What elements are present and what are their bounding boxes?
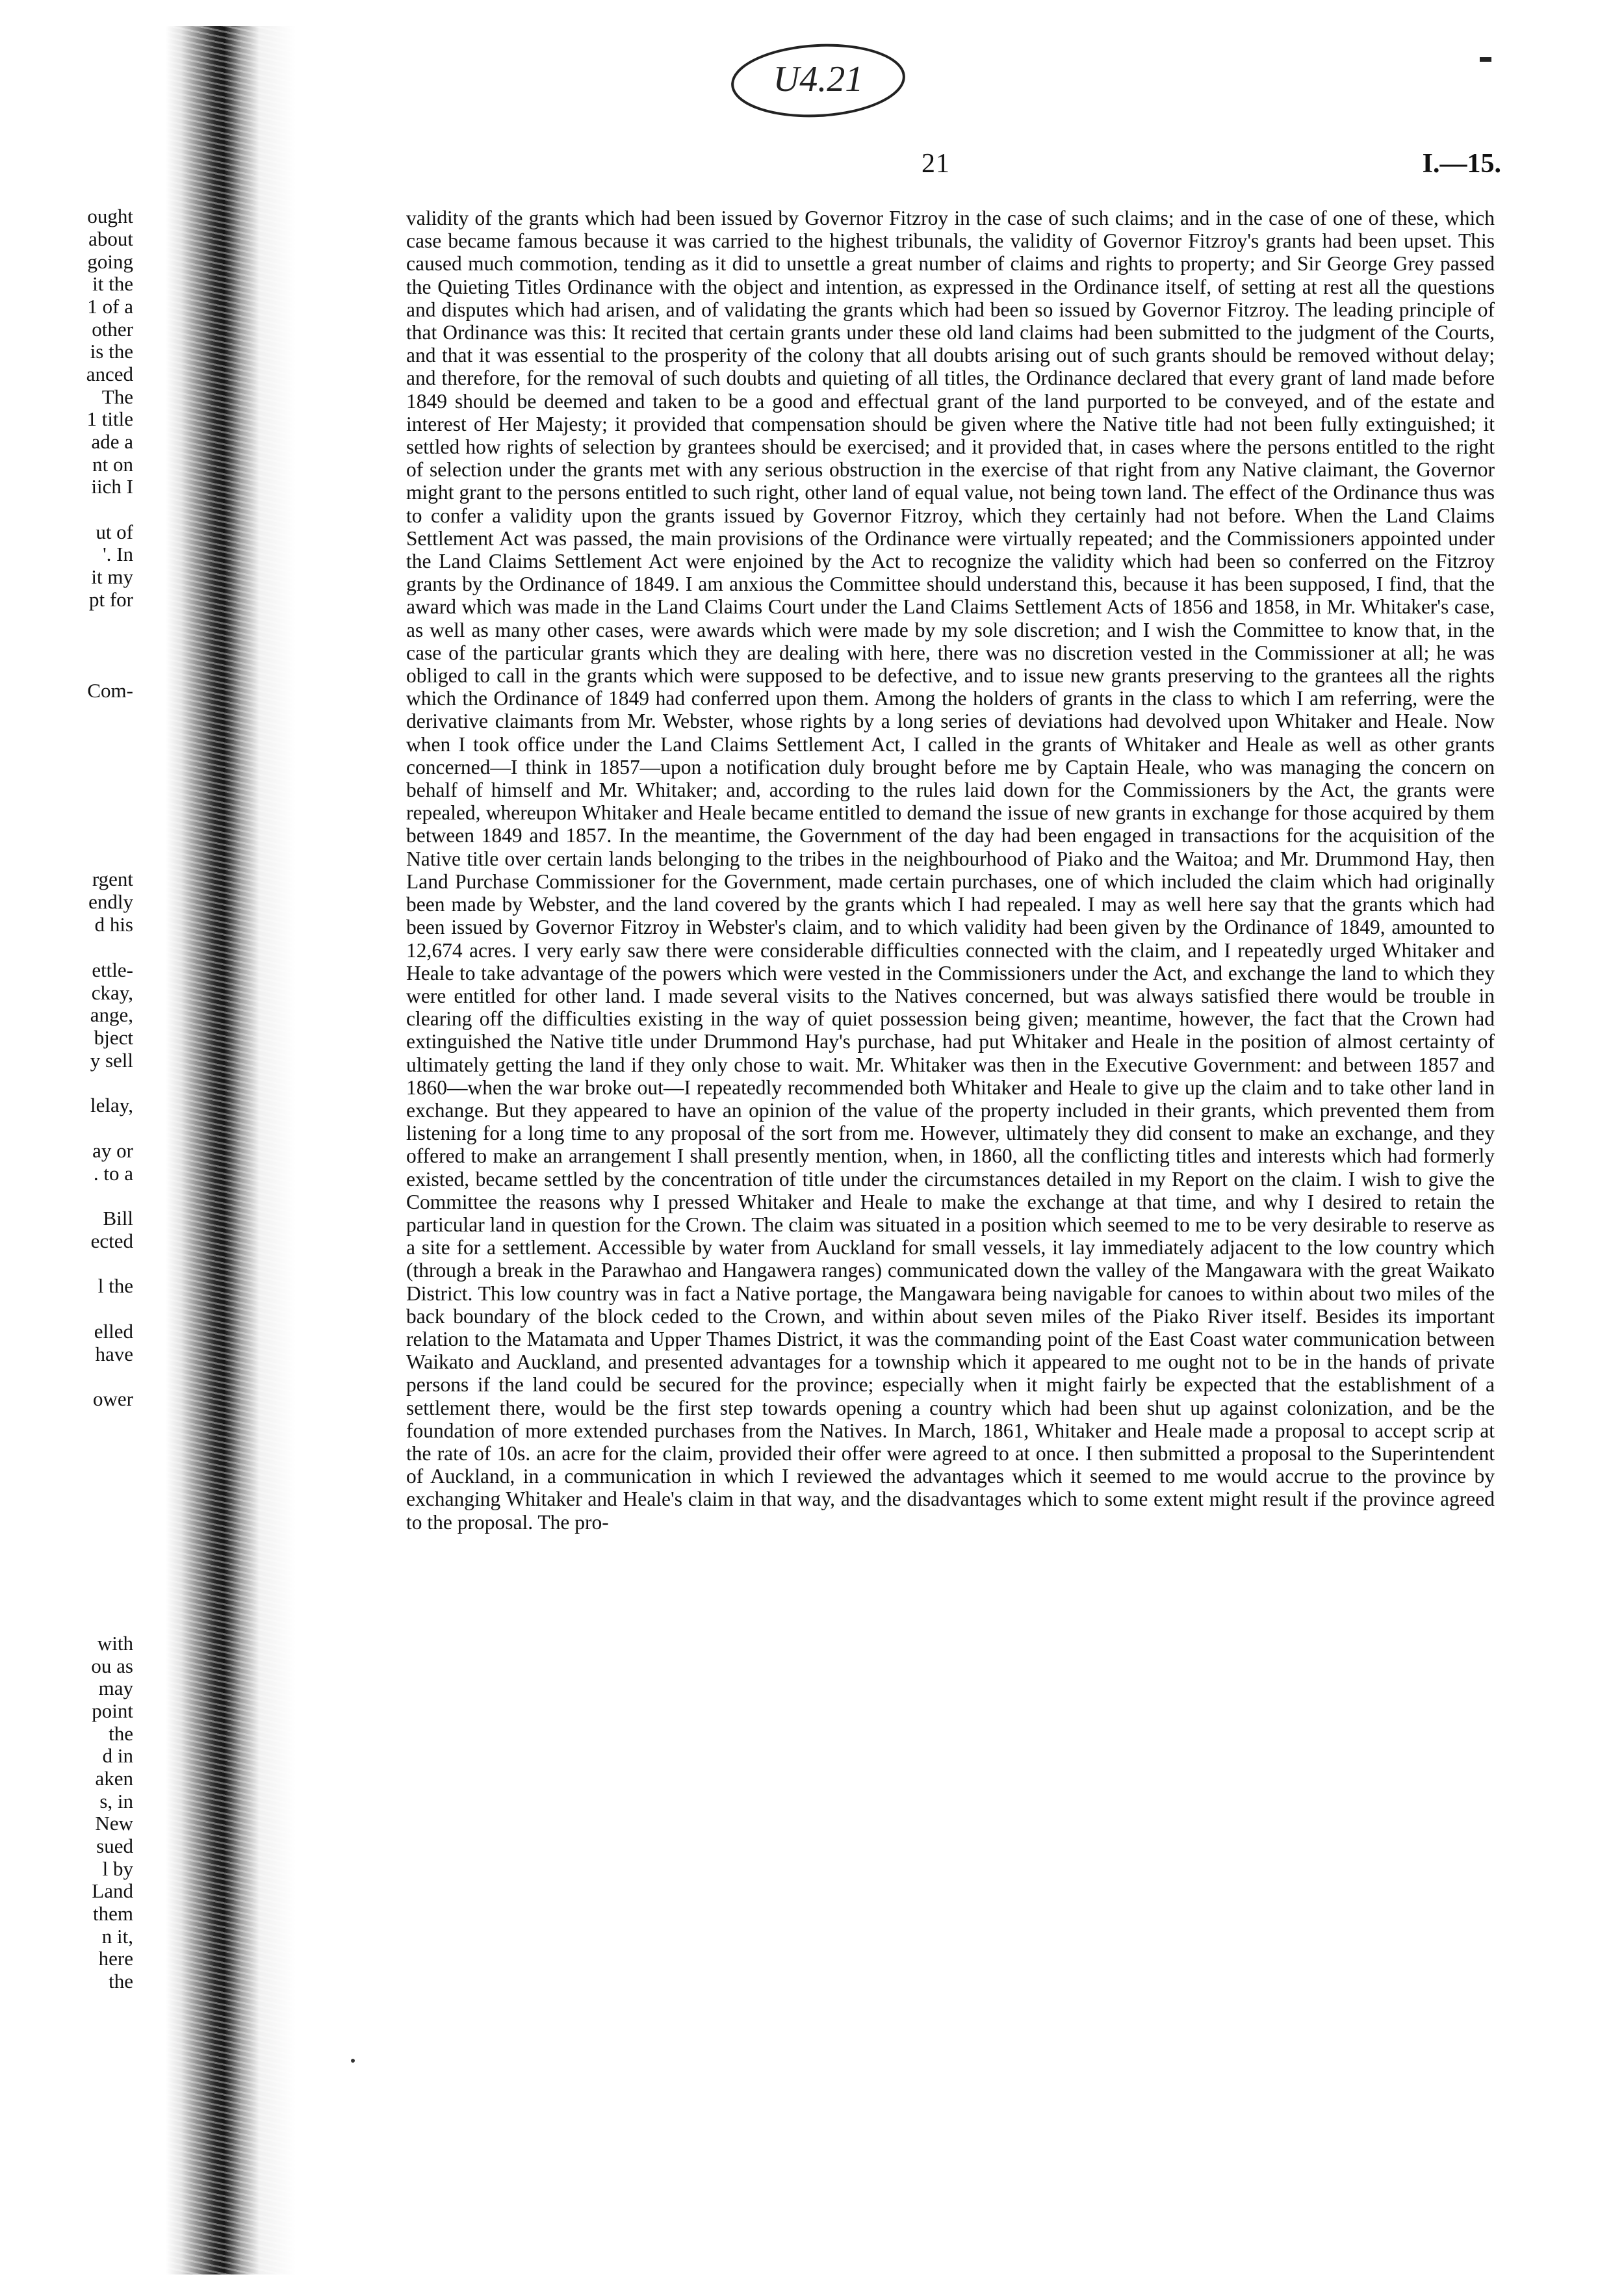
margin-fragment: d his — [94, 913, 133, 936]
margin-fragment: lelay, — [90, 1094, 133, 1116]
margin-fragment: anced — [86, 363, 133, 385]
margin-fragment: ought — [87, 205, 133, 227]
handwritten-note-text: U4.21 — [773, 59, 864, 99]
margin-fragment: bject — [94, 1026, 133, 1049]
margin-fragment: is the — [90, 340, 133, 363]
stray-dot — [351, 2059, 355, 2063]
margin-fragment: ay or — [92, 1139, 133, 1162]
margin-fragment: going — [87, 250, 133, 273]
margin-fragment: ettle- — [92, 959, 133, 981]
margin-fragment: Com- — [87, 679, 133, 702]
margin-fragment: Land — [92, 1879, 133, 1902]
margin-fragment: aken — [95, 1767, 133, 1790]
margin-fragment: ade a — [91, 430, 133, 453]
margin-fragment: l the — [97, 1274, 133, 1297]
binding-shadow — [166, 26, 296, 2275]
margin-fragment: d in — [102, 1744, 133, 1767]
margin-fragment: the — [109, 1970, 133, 1992]
margin-fragment: ckay, — [91, 981, 133, 1004]
margin-fragment: it my — [91, 565, 133, 588]
margin-fragment: . to a — [93, 1162, 133, 1185]
margin-fragment: 1 title — [86, 407, 133, 430]
margin-fragment: may — [98, 1677, 133, 1699]
margin-fragment: y sell — [90, 1049, 133, 1072]
margin-fragment: ou as — [91, 1655, 133, 1677]
margin-fragment: pt for — [88, 588, 133, 611]
margin-fragment: n it, — [101, 1925, 133, 1948]
page-number: 21 — [922, 149, 950, 179]
margin-fragment: elled — [94, 1320, 133, 1343]
margin-fragment: ower — [93, 1387, 133, 1410]
margin-fragment: New — [95, 1812, 133, 1835]
margin-fragment: with — [97, 1632, 133, 1655]
facing-page-margin-text — [62, 205, 133, 2025]
margin-fragment: '. In — [103, 543, 133, 565]
margin-fragment: other — [92, 318, 133, 341]
margin-fragment: them — [93, 1902, 133, 1925]
margin-fragment: ected — [90, 1230, 133, 1252]
body-paragraph: validity of the grants which had been issued by Governor Fitzroy in the case of such claims; and in the case of one of these, which case became famous because it was carried to the highest tribunals, the validity of Governor Fitzroy's grants had been upset. This caused much commotion, tending as it did to unsettle a great number of claims and rights to property; and Sir George Grey passed the Quieting Titles Ordinance with the object and intention, as expressed in the Ordinance itself, of setting at rest all the questions and disputes which had arisen, and of validating the grants which had been so issued by Governor Fitzroy. The leading principle of that Ordinance was this: It recited that certain grants under these old land claims had been submitted to the judgment of the Courts, and that it was essential to the prosperity of the colony that all doubts arising out of such grants should be removed without delay; and therefore, for the removal of such doubts and quieting of all titles, the Ordinance declared that every grant of land made before 1849 should be deemed and taken to be a good and effectual grant of the land purported to be conveyed, and of the estate and interest of Her Majesty; it provided that compensation should be given where the Native title had not been fully extinguished; it settled how rights of selection by grantees should be exercised; and it provided that, in cases where the persons entitled to the right of selection under the grants met with any serious obstruction in the exercise of that right from any Native claimant, the Governor might grant to the persons entitled to such right, other land of equal value, not being town land. The effect of the Ordinance thus was to confer a validity upon the grants issued by Governor Fitzroy, which they certainly had not before. When the Land Claims Settlement Act was passed, the main provisions of the Ordinance were virtually repeated; and the Commissioners appointed under the Land Claims Settlement Act were enjoined by the Act to recognize the validity which had been so conferred on the Fitzroy grants by the Ordinance of 1849. I am anxious the Committee should understand this, because it has been supposed, I find, that the award which was made in the Land Claims Court under the Land Claims Settlement Acts of 1856 and 1858, in Mr. Whitaker's case, as well as many other cases, were awards which were made by my sole discretion; and I wish the Committee to know that, in the case of the particular grants which they are dealing with here, there was no discretion vested in the Commissioner at all; he was obliged to call in the grants which were supposed to be defective, and to issue new grants preserving to the grantees all the rights which the Ordinance of 1849 had conferred upon them. Among the holders of grants in the class to which I am referring, were the derivative claimants from Mr. Webster, whose rights by a long series of deviations had devolved upon Whitaker and Heale. Now when I took office under the Land Claims Settlement Act, I called in the grants of Whitaker and Heale as well as other grants concerned—I think in 1857—upon a notification duly brought before me by Captain Heale, who was managing the concern on behalf of himself and Mr. Whitaker; and, according to the rules laid down for the Commissioners by the Act, the grants were repealed, whereupon Whitaker and Heale became entitled to demand the issue of new grants in exchange for those acquired by them between 1849 and 1857. In the meantime, the Government of the day had been engaged in transactions for the acquisition of the Native title over certain lands belonging to the tribes in the neighbourhood of Piako and the Waitoa; and Mr. Drummond Hay, then Land Purchase Commissioner for the Government, made certain purchases, one of which included the claim which had originally been made by Webster, and the land covered by the grants which I had repealed. I may as well here say that the grants which had been issued by Governor Fitzroy in Webster's claim, and to which validity had been given by the Ordinance of 1849, amounted to 12,674 acres. I very early saw there were considerable difficulties connected with the claim, and I repeatedly urged Whitaker and Heale to take advantage of the powers which were vested in the Commissioners under the Act, and exchange the land to which they were entitled for other land. I made several visits to the Natives concerned, but was always satisfied there would be trouble in clearing off the difficulties existing in the way of quiet possession being given; meantime, however, the fact that the Crown had extinguished the Native title under Drummond Hay's purchase, had put Whitaker and Heale in the position of almost certainty of ultimately getting the land if they only chose to wait. Mr. Whitaker was then in the Executive Government: and between 1857 and 1860—when the war broke out—I repeatedly recommended both Whitaker and Heale to give up the claim and to take other land in exchange. But they appeared to have an opinion of the value of the property included in their grants, which prevented them from listening for a long time to any proposal of the sort from me. However, ultimately they did consent to make an exchange, and they offered to make an arrangement I shall presently mention, when, in 1860, all the conflicting titles and interests which had formerly existed, became settled by the concentration of title under the circumstances detailed in my Report on the claim. I wish to give the Committee the reasons why I pressed Whitaker and Heale to make the exchange at that time, and why I desired to retain the particular land in question for the Crown. The claim was situated in a position which seemed to me to be very desirable to reserve as a site for a settlement. Accessible by water from Auckland for small vessels, it lay immediately adjacent to the low country which (through a break in the Parawhao and Hangawera ranges) communicated down the valley of the Mangawara with the great Waikato District. This low country was in fact a Native portage, the Mangawara being navigable for canoes to within about two miles of the back boundary of the block ceded to the Crown, and within about seven miles of the Piako River itself. Besides its important relation to the Matamata and Upper Thames District, it was the commanding point of the East Coast water communication between Waikato and Auckland, and presented advantages for a township which it appeared to me ought not to be in the hands of private persons if the land could be secured for the province; especially when it might fairly be expected that the establishment of a settlement there, would be the first step towards opening a country which had been shut up against colonization, and be the foundation of more extended purchases from the Natives. In March, 1861, Whitaker and Heale made a proposal to accept scrip at the rate of 10s. an acre for the claim, provided their offer were agreed to at once. I then submitted a proposal to the Superintendent of Auckland, in a communication in which I reviewed the advantages which it seemed to me would accrue to the province by exchanging Whitaker and Heale's claim in that way, and the disadvantages which to some extent might result if the province agreed to the proposal. The pro- — [406, 207, 1495, 1534]
margin-fragment: ange, — [90, 1003, 133, 1026]
document-reference: I.—15. — [1422, 149, 1501, 179]
margin-fragment: point — [92, 1699, 133, 1722]
stray-mark — [1480, 57, 1491, 62]
margin-fragment: here — [98, 1947, 133, 1970]
margin-fragment: The — [101, 385, 133, 408]
margin-fragment: l by — [102, 1857, 133, 1880]
handwritten-archive-note — [727, 42, 910, 122]
margin-fragment: Bill — [103, 1207, 133, 1230]
margin-fragment: have — [95, 1343, 133, 1365]
margin-fragment: 1 of a — [87, 295, 133, 318]
margin-fragment: it the — [92, 272, 133, 295]
margin-fragment: about — [88, 227, 133, 250]
margin-fragment: iich I — [91, 475, 133, 498]
margin-fragment: nt on — [92, 453, 133, 476]
margin-fragment: s, in — [99, 1790, 133, 1812]
margin-fragment: the — [109, 1722, 133, 1745]
margin-fragment: rgent — [92, 868, 133, 890]
margin-fragment: ut of — [96, 521, 133, 543]
margin-fragment: sued — [96, 1835, 133, 1857]
margin-fragment: endly — [88, 890, 133, 913]
main-text-column — [406, 207, 1495, 1534]
